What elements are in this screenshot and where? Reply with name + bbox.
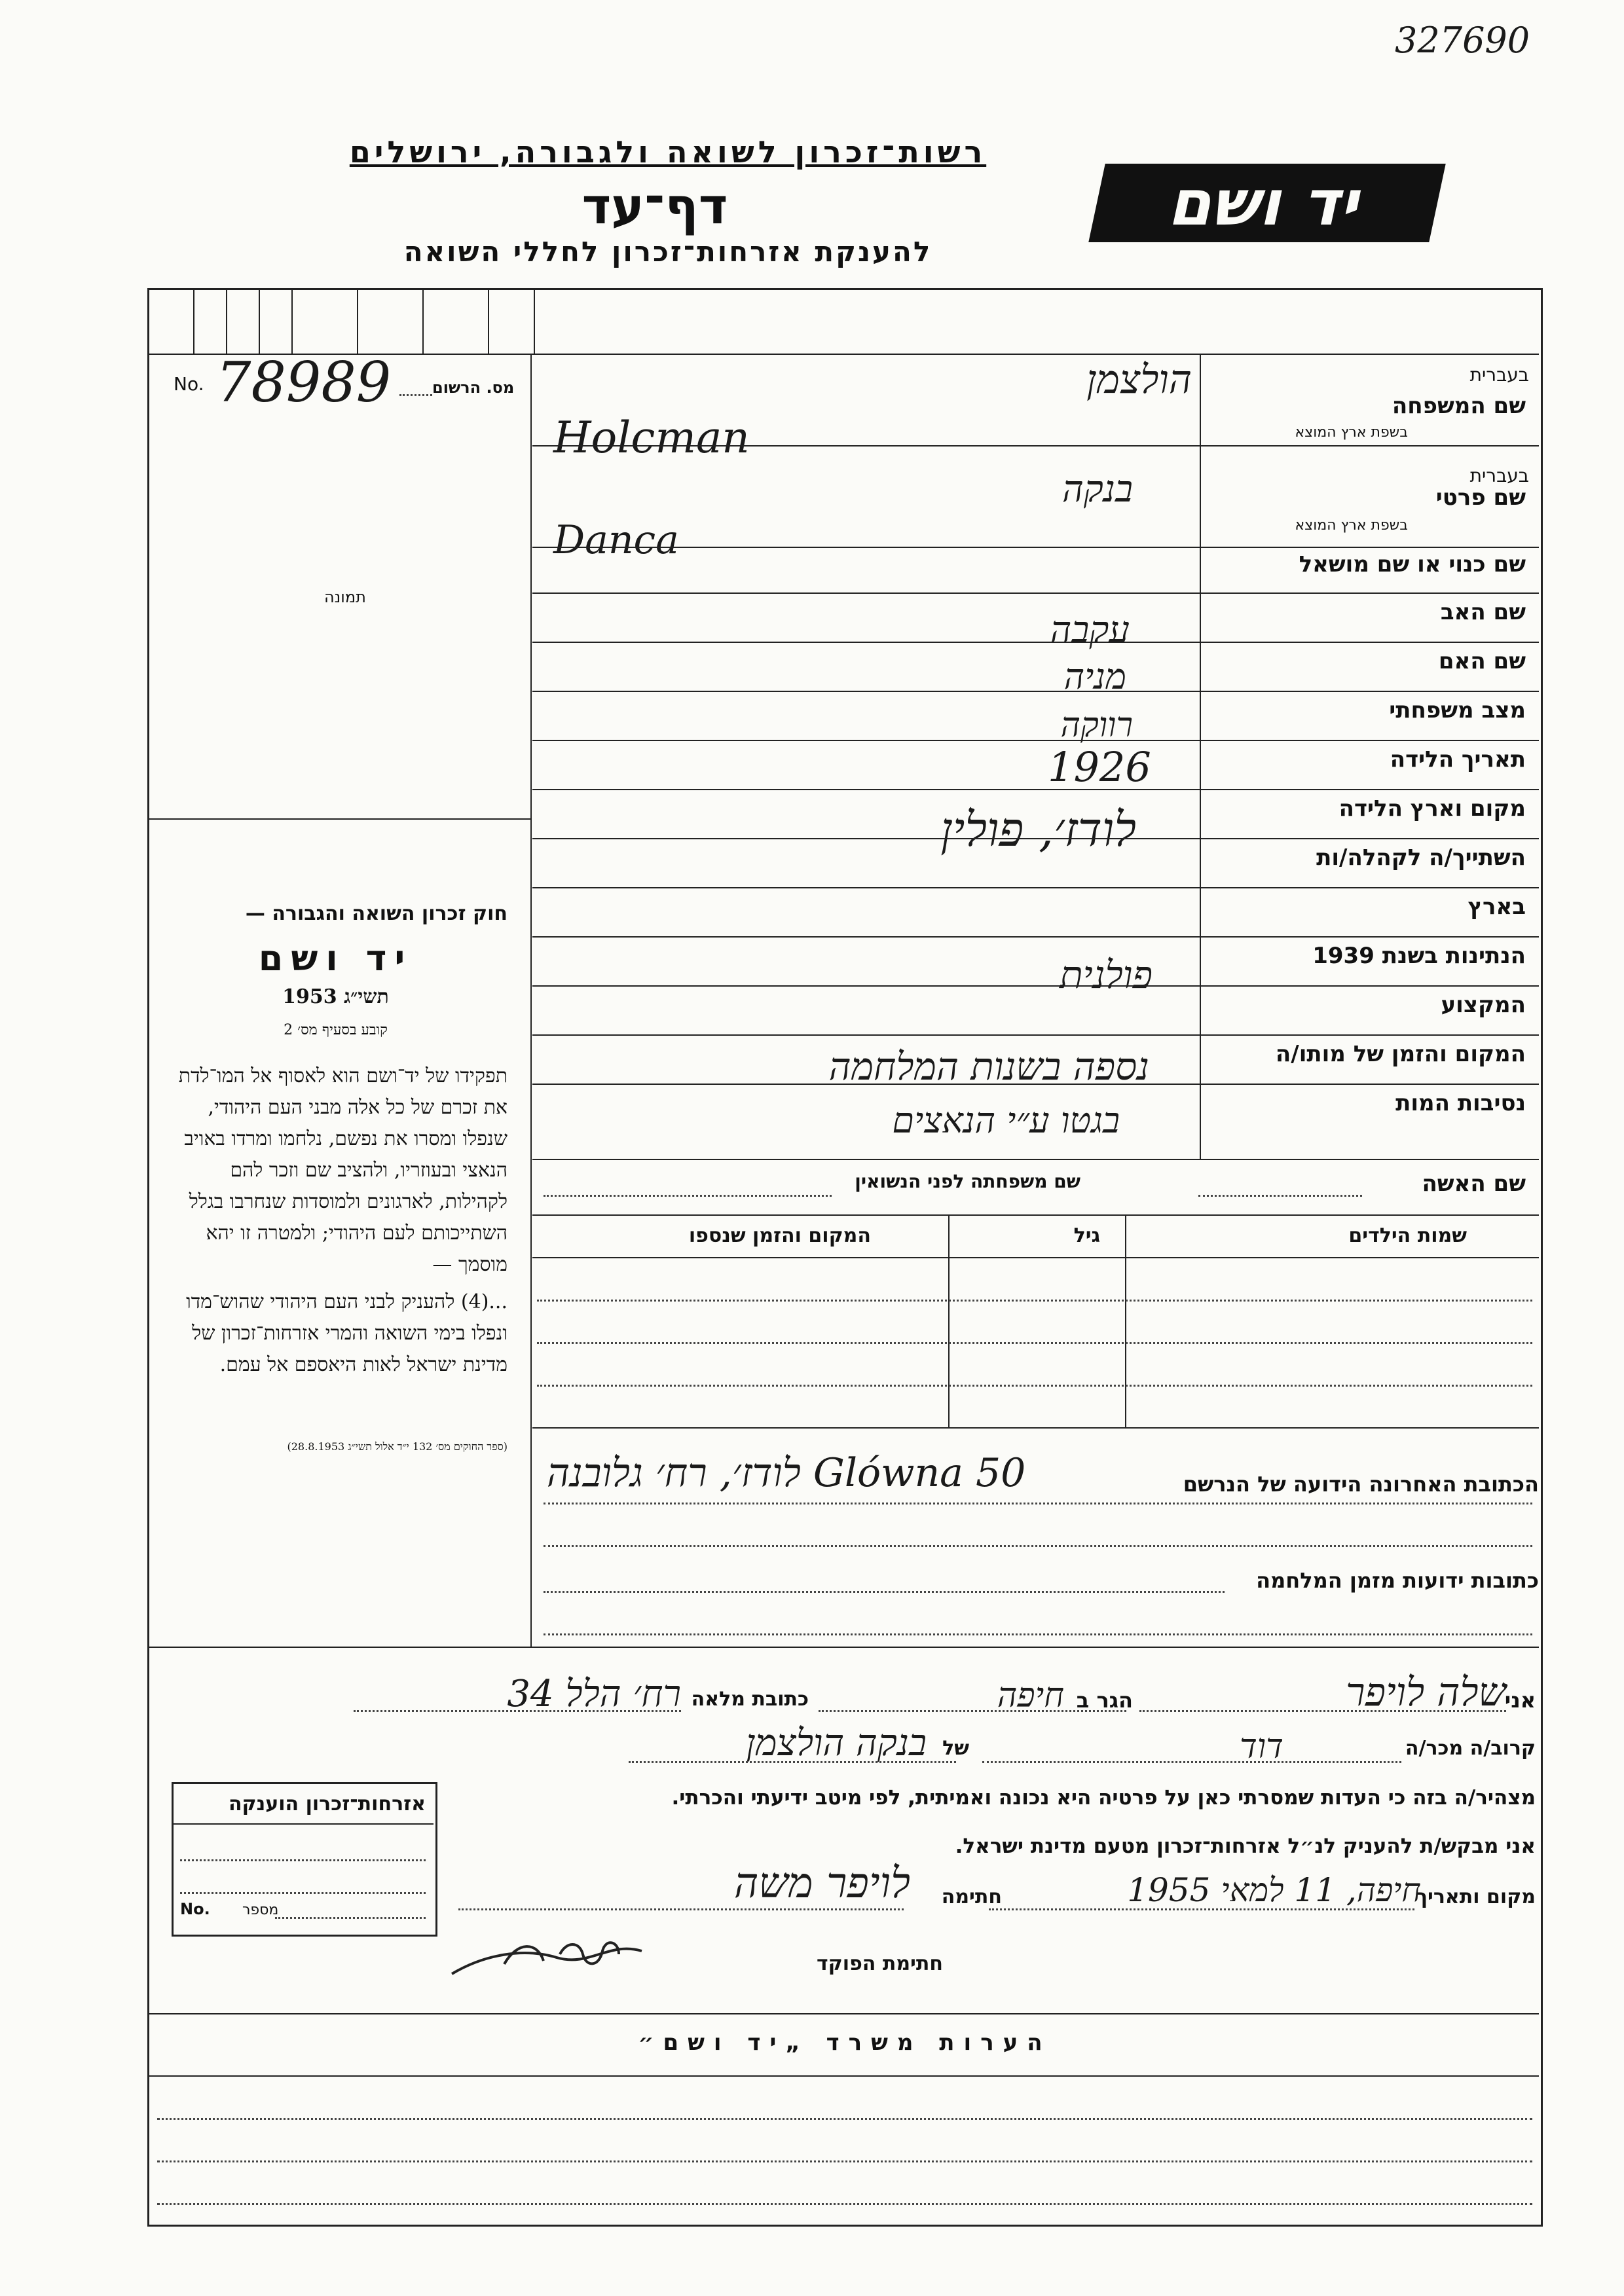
authority-title: רשות־זכרון לשואה ולגבורה, ירושלים: [349, 134, 987, 170]
law-name: יד ושם: [258, 938, 413, 979]
declarant-name: שלה לויפר: [1346, 1669, 1506, 1715]
mother-name-value: מניה: [1063, 656, 1126, 697]
form-subtitle: להענקת אזרחות־זכרון לחללי השואה: [403, 236, 932, 268]
first-name-hebrew: בנקה: [1062, 468, 1133, 511]
country-label: בארץ: [1467, 894, 1526, 920]
death-circumstances-label: נסיבות המות: [1395, 1090, 1526, 1116]
law-title: חוק זכרון השואה והגבורה —: [245, 902, 507, 925]
officer-signature-scribble: [445, 1928, 694, 1987]
law-text: תפקידו של יד־ושם הוא לאסוף אל המו־לדת את זכרם של כל אלה מבני העם היהודי, שנפלו ומסרו את נפשם, נלחמו ומרדו באויב הנאצי ובעוזריו, ולהציב שם וזכר להם לקהילות, לארגונים ולמוסדות שנחרבו בגלל השתייכותם לעם היהודי; ולמטרה זו יהא מוסמך —: [178, 1065, 507, 1276]
declarant-city: חיפה: [997, 1676, 1064, 1715]
photo-label: תמונה: [324, 588, 366, 606]
law-text-2: ...(4) להעניק לבני העם היהודי שהוש־מדו ונפלו בימי השואה והמרי אזרחות־זכרון של מדינת ישראל לאות היאספם אל עמם.: [186, 1290, 507, 1376]
first-name-latin: Danca: [553, 517, 679, 563]
relative-label: קרוב/ה מכר/ה: [1405, 1737, 1536, 1760]
label-column-divider: [1200, 354, 1201, 1159]
last-address-value: לודז׳, רח׳ גלובנה Glówna 50: [547, 1450, 1026, 1496]
declarant-signature: לויפר משה: [733, 1859, 910, 1908]
law-reference: (ספר החוקים מס׳ 132 י״ד אלול תשי״ג 28.8.1953): [287, 1440, 507, 1453]
place-date-label: מקום ותאריך: [1416, 1886, 1536, 1908]
office-notes-title: הערות משרד „יד ושם״: [638, 2030, 1052, 2056]
form-title: דף־עד: [581, 177, 728, 235]
citizenship-granted-title: אזרחות־זכרון הוענקה: [228, 1793, 426, 1815]
registration-no-label: No.: [174, 373, 204, 395]
family-name-origin-label: בשפת ארץ המוצא: [1295, 424, 1408, 441]
first-name-origin-label: בשפת ארץ המוצא: [1295, 517, 1408, 534]
officer-signature-label: חתימת הפוקד: [817, 1952, 943, 1975]
children-age-header: גיל: [1073, 1224, 1100, 1247]
full-address-label: כתובת מלאה: [691, 1688, 809, 1711]
law-clause: קובע בסעיף מס׳ 2: [284, 1022, 388, 1038]
of-label: של: [942, 1737, 969, 1760]
birth-place-value: לודז׳, פולין: [940, 802, 1136, 857]
family-name-hebrew: הולצמן: [1086, 357, 1192, 403]
birth-place-label: מקום וארץ הלידה: [1338, 795, 1526, 822]
citizenship-1939-label: הנתינות בשנת 1939: [1312, 943, 1526, 969]
father-name-label: שם האב: [1440, 599, 1526, 625]
yad-vashem-logo: יד ושם: [1088, 164, 1446, 242]
wife-name-label: שם האשה: [1422, 1171, 1526, 1197]
family-name-latin: Holcman: [553, 412, 750, 463]
mother-name-label: שם האם: [1438, 648, 1526, 674]
declarant-i-label: אני: [1504, 1688, 1536, 1713]
birth-date-value: 1926: [1048, 743, 1151, 791]
death-place-label: המקום והזמן של מותו/ה: [1275, 1041, 1526, 1067]
relation-value: דוד: [1240, 1727, 1283, 1766]
left-column-divider: [530, 354, 532, 1647]
resides-label: הגר ב: [1076, 1688, 1133, 1713]
maiden-name-label: שם משפחתה לפני הנשואין: [855, 1171, 1080, 1192]
place-date-value: חיפה, 11 למאי 1955: [1127, 1871, 1421, 1909]
registration-number: 78989: [216, 350, 392, 414]
of-value: בנקה הולצמן: [746, 1722, 927, 1764]
community-label: השתייך/ה לקהלה/ות: [1316, 845, 1526, 871]
birth-date-label: תאריך הלידה: [1390, 746, 1526, 773]
request-text: אני מבקש/ת להעניק לנ״ל אזרחות־זכרון מטעם מדינת ישראל.: [955, 1834, 1536, 1858]
first-name-hebrew-label: בעברית: [1469, 465, 1529, 486]
nickname-label: שם כנוי או שם מושאל: [1299, 551, 1526, 577]
death-place-value: נספה בשנות המלחמה: [828, 1044, 1149, 1089]
family-name-label: שם המשפחה: [1392, 393, 1526, 419]
war-address-label: כתובות ידועות מזמן המלחמה: [1256, 1568, 1539, 1593]
father-name-value: עקבה: [1050, 609, 1130, 651]
first-name-label: שם פרטי: [1435, 484, 1526, 511]
profession-label: המקצוע: [1441, 992, 1526, 1018]
signature-label: חתימה: [941, 1886, 1002, 1908]
last-address-label: הכתובת האחרונה הידועה של הנרשם: [1183, 1472, 1539, 1497]
citizenship-1939-value: פולנית: [1060, 953, 1153, 997]
law-year: תשי״ג 1953: [282, 985, 389, 1008]
stamp-number-label: מספר: [242, 1902, 279, 1918]
children-names-header: שמות הילדים: [1348, 1224, 1467, 1247]
stamp-no-label: No.: [180, 1900, 210, 1918]
registration-label: מס. הרשום: [432, 378, 515, 397]
children-death-header: המקום והזמן שנספו: [688, 1224, 871, 1247]
file-reference: 327690: [1395, 20, 1530, 61]
marital-status-value: רווקה: [1060, 706, 1133, 745]
death-circumstances-value: בגטו ע״י הנאצים: [892, 1100, 1120, 1141]
family-name-hebrew-label: בעברית: [1469, 364, 1529, 386]
marital-status-label: מצב משפחתי: [1389, 697, 1526, 723]
full-address-value: רח׳ הלל 34: [507, 1673, 681, 1715]
declaration-text: מצהיר/ה בזה כי העדות שמסרתי כאן על פרטיה היא נכונה ואמיתית, לפי מיטב ידיעתי והכרתי.: [671, 1786, 1536, 1810]
